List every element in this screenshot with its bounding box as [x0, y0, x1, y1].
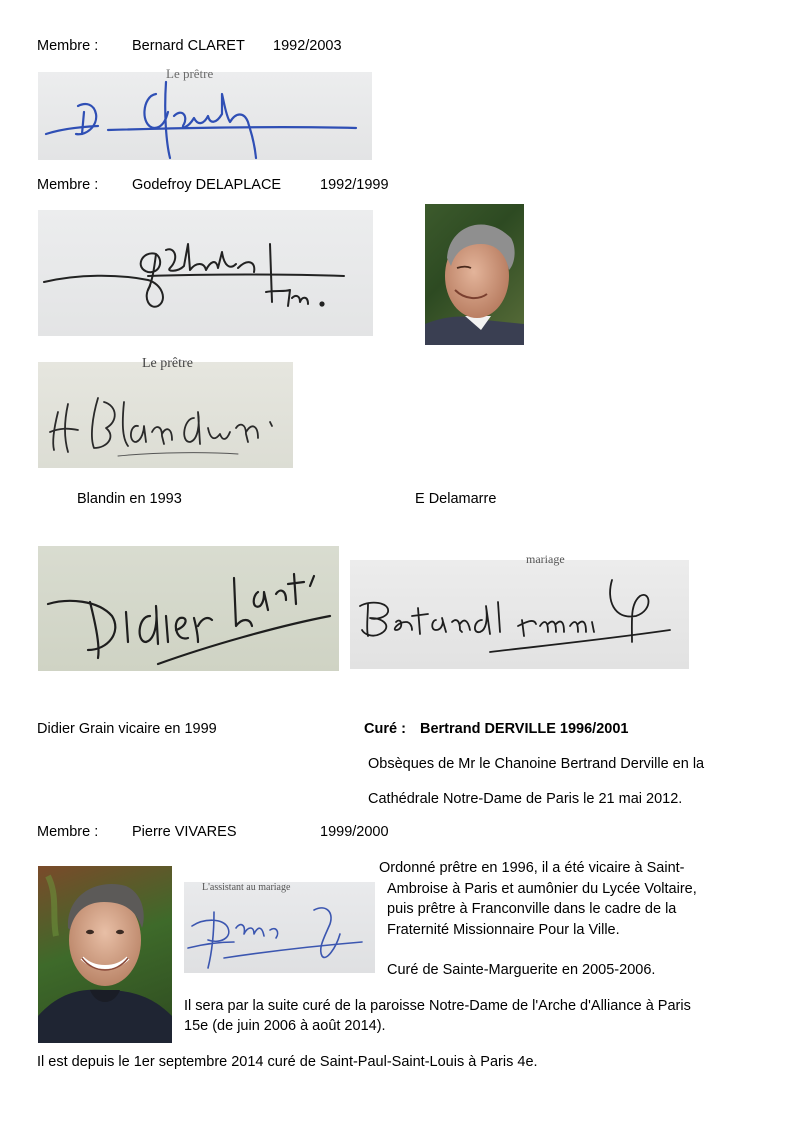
caption-blandin: Blandin en 1993 [77, 491, 182, 507]
bio-line3: puis prêtre à Franconville dans le cadre de la [387, 901, 677, 917]
bio-line2: Ambroise à Paris et aumônier du Lycée Voltaire, [387, 881, 697, 897]
signature-caption-blandin: Le prêtre [142, 356, 193, 371]
cure-name: Bertrand DERVILLE 1996/2001 [420, 721, 629, 737]
member3-name: Pierre VIVARES [132, 824, 237, 840]
photo-pierre-vivares [38, 866, 172, 1043]
member1-years: 1992/2003 [273, 38, 342, 54]
member2-label: Membre : [37, 177, 99, 193]
cure-obseques-line1: Obsèques de Mr le Chanoine Bertrand Derville en la [368, 756, 705, 772]
member3-years: 1999/2000 [320, 824, 389, 840]
bio-line7: 15e (de juin 2006 à août 2014). [184, 1018, 386, 1034]
member1-name: Bernard CLARET [132, 38, 245, 54]
bio-line4: Fraternité Missionnaire Pour la Ville. [387, 922, 620, 938]
signature-delaplace [38, 210, 373, 336]
signature-bertrand-derville [350, 552, 689, 669]
caption-didier-grain: Didier Grain vicaire en 1999 [37, 721, 217, 737]
cure-obseques-line2: Cathédrale Notre-Dame de Paris le 21 mai 2012. [368, 791, 683, 807]
member3-label: Membre : [37, 824, 99, 840]
photo-godefroy-delaplace [425, 204, 524, 345]
signature-didier-grain [38, 546, 339, 671]
bio-line1: Ordonné prêtre en 1996, il a été vicaire à Saint- [379, 860, 685, 876]
signature-claret [38, 66, 372, 160]
signature-blandin [38, 356, 293, 468]
signature-caption-vivares: L'assistant au mariage [202, 882, 291, 893]
member2-name: Godefroy DELAPLACE [132, 177, 282, 193]
cure-label: Curé : [364, 721, 406, 737]
signature-caption-claret: Le prêtre [166, 66, 214, 81]
signature-vivares [184, 882, 375, 973]
signature-caption-derville: mariage [526, 552, 565, 566]
bio-line6: Il sera par la suite curé de la paroisse Notre-Dame de l'Arche d'Alliance à Paris [184, 998, 691, 1014]
caption-delamarre: E Delamarre [415, 491, 497, 507]
bio-line5: Curé de Sainte-Marguerite en 2005-2006. [387, 962, 656, 978]
bio-line8: Il est depuis le 1er septembre 2014 curé de Saint-Paul-Saint-Louis à Paris 4e. [37, 1054, 538, 1070]
member1-label: Membre : [37, 38, 99, 54]
member2-years: 1992/1999 [320, 177, 389, 193]
